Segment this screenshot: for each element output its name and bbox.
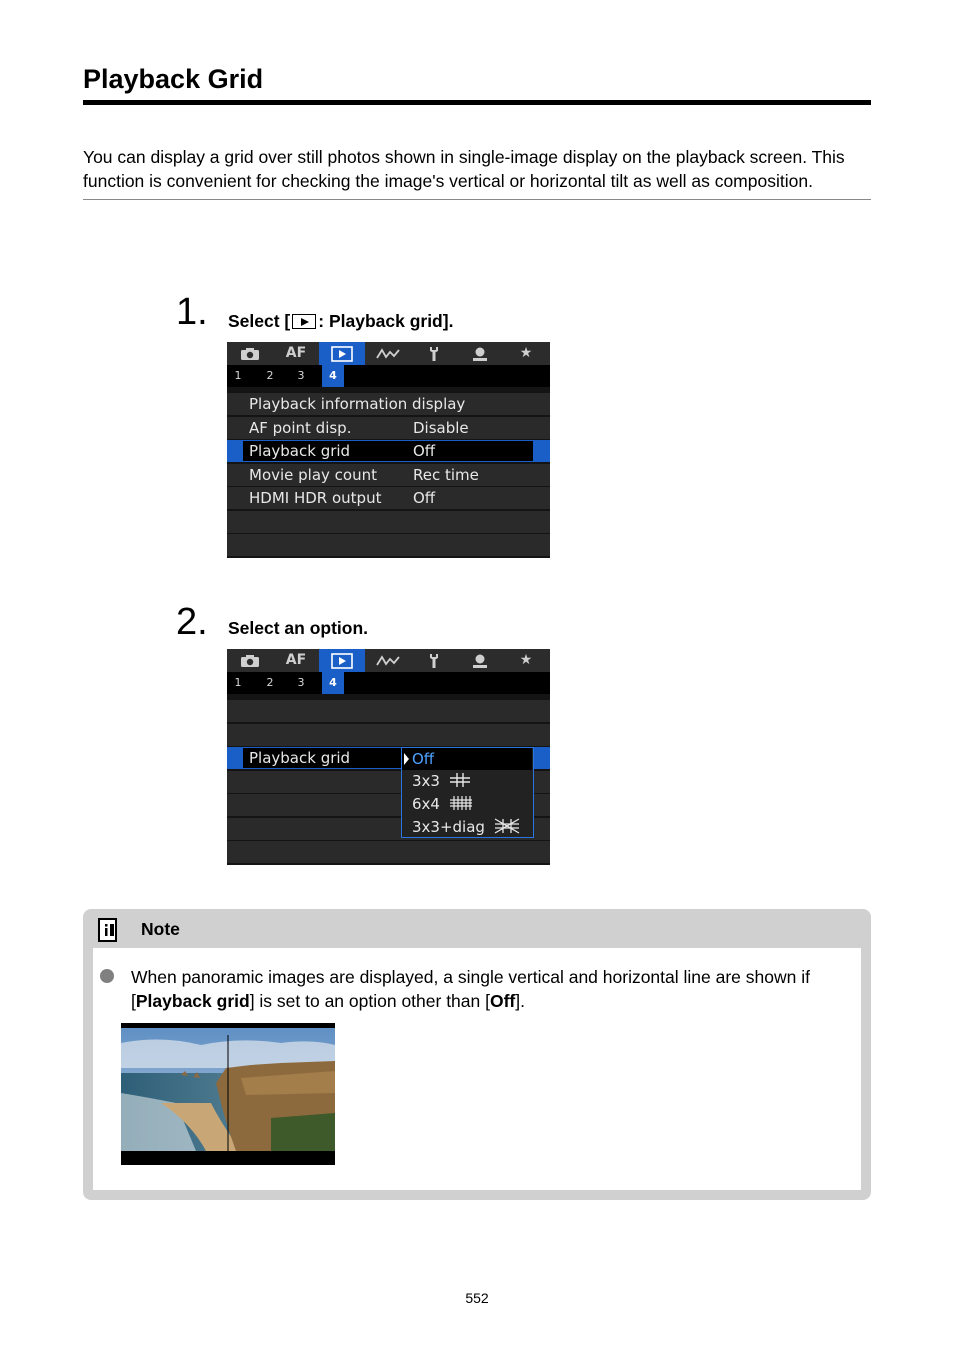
caret-right-icon (404, 753, 409, 765)
step-2-text: Select an option. (228, 618, 369, 638)
menu-item-value: Off (413, 489, 436, 507)
subtab-1[interactable]: 1 (234, 369, 242, 382)
menu-subtabs (227, 365, 550, 387)
subtab-3[interactable]: 3 (297, 369, 305, 382)
menu-item-movie-play-count[interactable] (227, 464, 550, 486)
note-text-part: ]. (515, 990, 525, 1011)
camera-menu-screen-2 (227, 649, 550, 865)
note-heading: Note (141, 919, 180, 939)
star-icon[interactable]: ★ (519, 345, 533, 361)
note-icon (97, 918, 119, 942)
option-label: 3x3+diag (412, 818, 485, 836)
tab-af[interactable]: AF (285, 345, 307, 361)
person-icon[interactable] (457, 649, 503, 672)
grid-6x4-icon (449, 795, 473, 811)
menu-item-value: Off (413, 442, 436, 460)
option-label: 3x3 (412, 772, 440, 790)
menu-item-hdmi-hdr[interactable] (227, 487, 550, 509)
subtab-2[interactable]: 2 (266, 369, 274, 382)
note-bold-part: Off (489, 990, 516, 1011)
playback-icon[interactable] (319, 649, 365, 672)
wrench-icon[interactable] (411, 342, 457, 365)
note-bold-part: Playback grid (135, 990, 250, 1011)
subtab-4[interactable]: 4 (322, 365, 344, 387)
step-1-text-before: Select [ (228, 311, 291, 331)
note-text-part: ] is set to an option other than [ (249, 990, 490, 1011)
menu-subtabs (227, 672, 550, 694)
playback-icon[interactable] (319, 342, 365, 365)
star-icon[interactable]: ★ (519, 652, 533, 668)
tab-af[interactable]: AF (285, 652, 307, 668)
wrench-icon[interactable] (411, 649, 457, 672)
subtab-3[interactable]: 3 (297, 676, 305, 689)
subtab-2[interactable]: 2 (266, 676, 274, 689)
step-1-text-after: : Playback grid]. (318, 311, 454, 331)
menu-item-empty (227, 511, 550, 533)
menu-item-label: Playback information display (249, 395, 466, 413)
camera-icon[interactable] (227, 649, 273, 672)
menu-item-empty (227, 724, 550, 746)
note-box (83, 909, 871, 1200)
wave-icon[interactable] (365, 342, 411, 365)
menu-item-label: AF point disp. (249, 419, 352, 437)
menu-item-label: Movie play count (249, 466, 378, 484)
menu-item-label: HDMI HDR output (249, 489, 382, 507)
note-text-part: When panoramic images are displayed, a single vertical and horizontal line are shown if [ (131, 967, 810, 1011)
note-content (93, 948, 861, 1190)
option-off[interactable]: Off (412, 750, 435, 768)
panorama-image (121, 1023, 335, 1165)
menu-tabs (227, 342, 550, 365)
menu-item-af-point[interactable] (227, 417, 550, 439)
step-1-number: 1. (176, 291, 208, 333)
bullet-icon (100, 969, 114, 983)
option-3x3[interactable] (412, 770, 471, 792)
step-1-text (228, 311, 453, 332)
menu-item-playback-info[interactable] (227, 393, 550, 415)
menu-item-empty (227, 700, 550, 722)
option-6x4[interactable] (412, 793, 473, 815)
subtab-4[interactable]: 4 (322, 672, 344, 694)
menu-item-empty (227, 841, 550, 863)
step-2-number: 2. (176, 601, 208, 643)
menu-item-playback-grid[interactable] (227, 440, 550, 462)
page-title: Playback Grid (83, 62, 871, 105)
camera-icon[interactable] (227, 342, 273, 365)
wave-icon[interactable] (365, 649, 411, 672)
menu-item-label: Playback grid (249, 749, 351, 767)
grid-3x3-icon (449, 772, 471, 788)
subtab-1[interactable]: 1 (234, 676, 242, 689)
camera-menu-screen-1 (227, 342, 550, 558)
option-3x3-diag[interactable] (412, 816, 520, 838)
menu-item-value: Rec time (413, 466, 479, 484)
playback-icon (292, 314, 316, 329)
note-text (131, 966, 831, 1013)
grid-options-dropdown[interactable] (401, 747, 534, 838)
menu-item-label: Playback grid (249, 442, 351, 460)
menu-item-value: Disable (413, 419, 469, 437)
option-label: 6x4 (412, 795, 440, 813)
menu-tabs (227, 649, 550, 672)
page-number: 552 (465, 1290, 489, 1306)
person-icon[interactable] (457, 342, 503, 365)
menu-item-empty (227, 534, 550, 556)
intro-paragraph: You can display a grid over still photos shown in single-image display on the playback screen. This function is convenient for checking the image's vertical or horizontal tilt as well as composition. (83, 146, 871, 200)
grid-3x3-diag-icon (494, 818, 520, 834)
